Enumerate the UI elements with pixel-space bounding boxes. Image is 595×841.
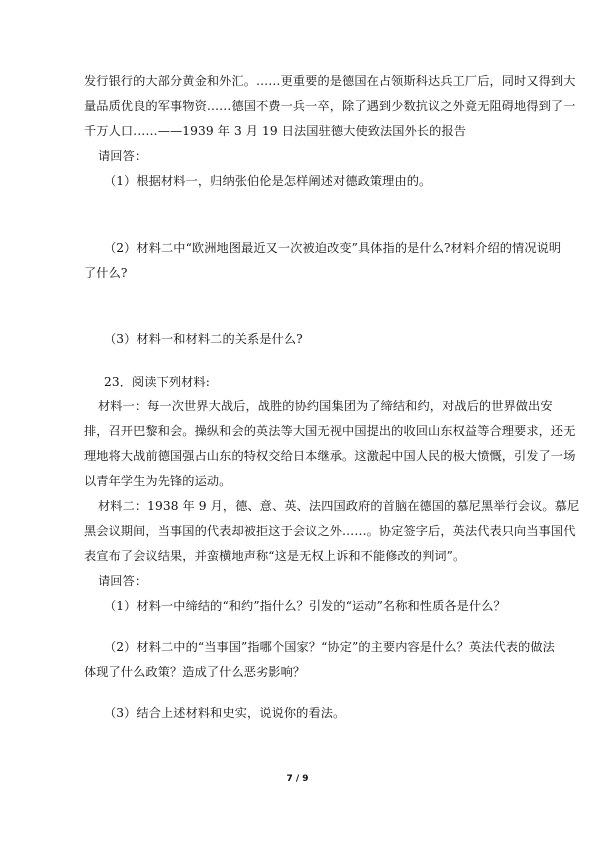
material-2-line-3: 表宣布了会议结果，并蛮横地声称“这是无权上诉和不能修改的判词”。 [84,549,466,563]
question-23-3: （3）结合上述材料和史实，说说你的看法。 [104,706,346,720]
question-23-title: 23．阅读下列材料: [104,375,210,389]
material-1-line-4: 以青年学生为先锋的运动。 [84,474,232,488]
question-22-2-cont: 了什么? [84,266,128,280]
continuation-line-1: 发行银行的大部分黄金和外汇。……更重要的是德国在占领斯科达兵工厂后，同时又得到大 [84,74,576,88]
question-23-2-cont: 体现了什么政策？造成了什么恶劣影响？ [84,665,306,679]
material-1-line-2: 排，召开巴黎和会。操纵和会的英法等大国无视中国提出的收回山东权益等合理要求，还无 [84,424,576,438]
question-22-3: （3）材料一和材料二的关系是什么? [104,332,303,346]
question-22-1: （1）根据材料一，归纳张伯伦是怎样阐述对德政策理由的。 [104,174,432,188]
question-23-2: （2）材料二中的“当事国”指哪个国家？“协定”的主要内容是什么？英法代表的做法 [104,640,555,654]
please-answer-label-2: 请回答： [98,574,148,588]
continuation-line-3: 千万人口……——1939 年 3 月 19 日法国驻德大使致法国外长的报告 [84,124,467,138]
material-1-line-1: 材料一：每一次世界大战后，战胜的协约国集团为了缔结和约，对战后的世界做出安 [98,399,553,413]
material-1-line-3: 理地将大战前德国强占山东的特权交给日本继承。这激起中国人民的极大愤慨，引发了一场 [84,449,576,463]
question-23-1: （1）材料一中缔结的“和约”指什么？引发的“运动”名称和性质各是什么？ [104,599,506,613]
material-2-line-1: 材料二：1938 年 9 月，德、意、英、法四国政府的首脑在德国的慕尼黑举行会议。慕尼 [98,499,580,513]
material-2-line-2: 黑会议期间，当事国的代表却被拒这于会议之外……。协定签字后，英法代表只向当事国代 [84,524,576,538]
please-answer-label: 请回答： [98,149,148,163]
page-number: 7 / 9 [286,774,309,784]
question-22-2: （2）材料二中“欧洲地图最近又一次被迫改变”具体指的是什么?材料介绍的情况说明 [104,241,562,255]
continuation-line-2: 量品质优良的军事物资……德国不费一兵一卒，除了遇到少数抗议之外竟无阻碍地得到了一 [84,99,576,113]
